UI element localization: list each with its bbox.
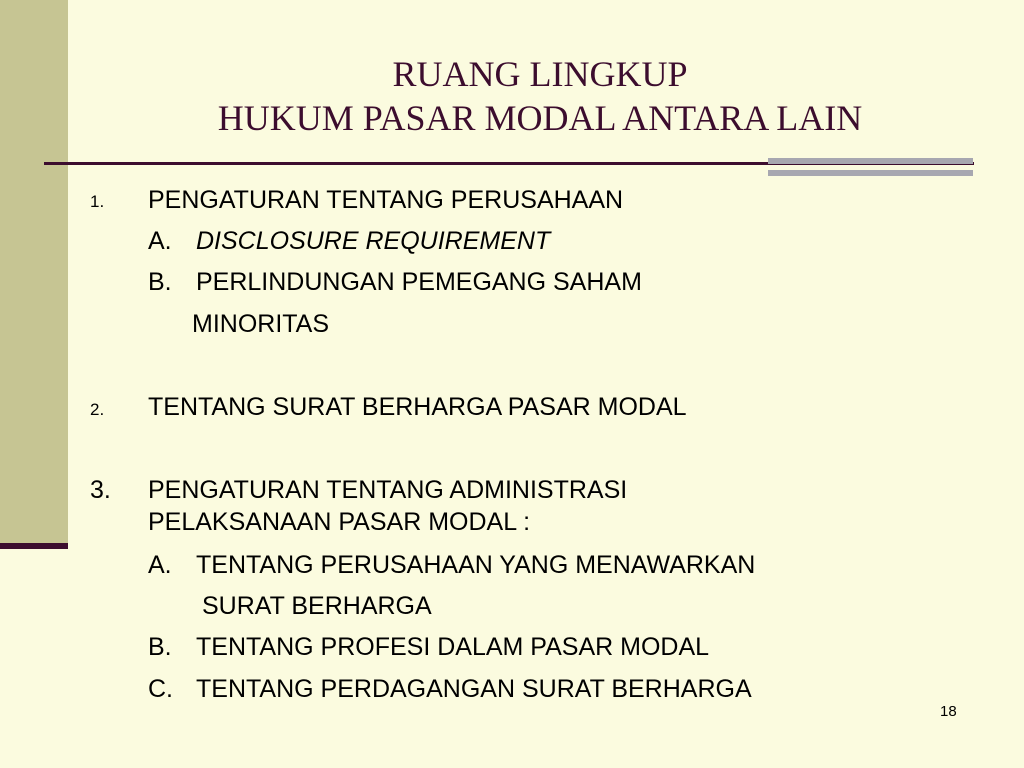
list-item-text: PENGATURAN TENTANG PERUSAHAAN — [148, 186, 624, 214]
sub-item-text: DISCLOSURE REQUIREMENT — [196, 227, 551, 255]
sub-item-text: TENTANG PERUSAHAAN YANG MENAWARKAN — [196, 551, 756, 579]
sub-item-prefix: B. — [148, 633, 172, 661]
title-line-2: HUKUM PASAR MODAL ANTARA LAIN — [217, 98, 863, 138]
sub-item-continuation: MINORITAS — [192, 310, 330, 338]
list-number: 3. — [90, 476, 111, 504]
sub-item-prefix: A. — [148, 551, 172, 579]
sub-item-text: TENTANG PROFESI DALAM PASAR MODAL — [196, 633, 710, 661]
list-number: 1. — [90, 192, 105, 211]
sub-item-text: TENTANG PERDAGANGAN SURAT BERHARGA — [196, 675, 752, 703]
sub-item-prefix: A. — [148, 227, 172, 255]
list-number: 2. — [90, 400, 105, 419]
title-line-1: RUANG LINGKUP — [392, 54, 688, 94]
list-item-text: PENGATURAN TENTANG ADMINISTRASI — [148, 476, 628, 504]
list-item-text-continuation: PELAKSANAAN PASAR MODAL : — [148, 508, 531, 536]
left-accent-bar — [0, 543, 68, 549]
list-item-text: TENTANG SURAT BERHARGA PASAR MODAL — [148, 393, 687, 421]
decorative-gray-bar-top — [768, 158, 973, 164]
decorative-gray-bar-bottom — [768, 170, 973, 176]
page-number: 18 — [940, 703, 957, 720]
slide-title — [130, 52, 950, 140]
sub-item-continuation: SURAT BERHARGA — [202, 592, 432, 620]
sub-item-text: PERLINDUNGAN PEMEGANG SAHAM — [196, 268, 642, 296]
left-decorative-band — [0, 0, 68, 545]
sub-item-prefix: C. — [148, 675, 173, 703]
sub-item-prefix: B. — [148, 268, 172, 296]
